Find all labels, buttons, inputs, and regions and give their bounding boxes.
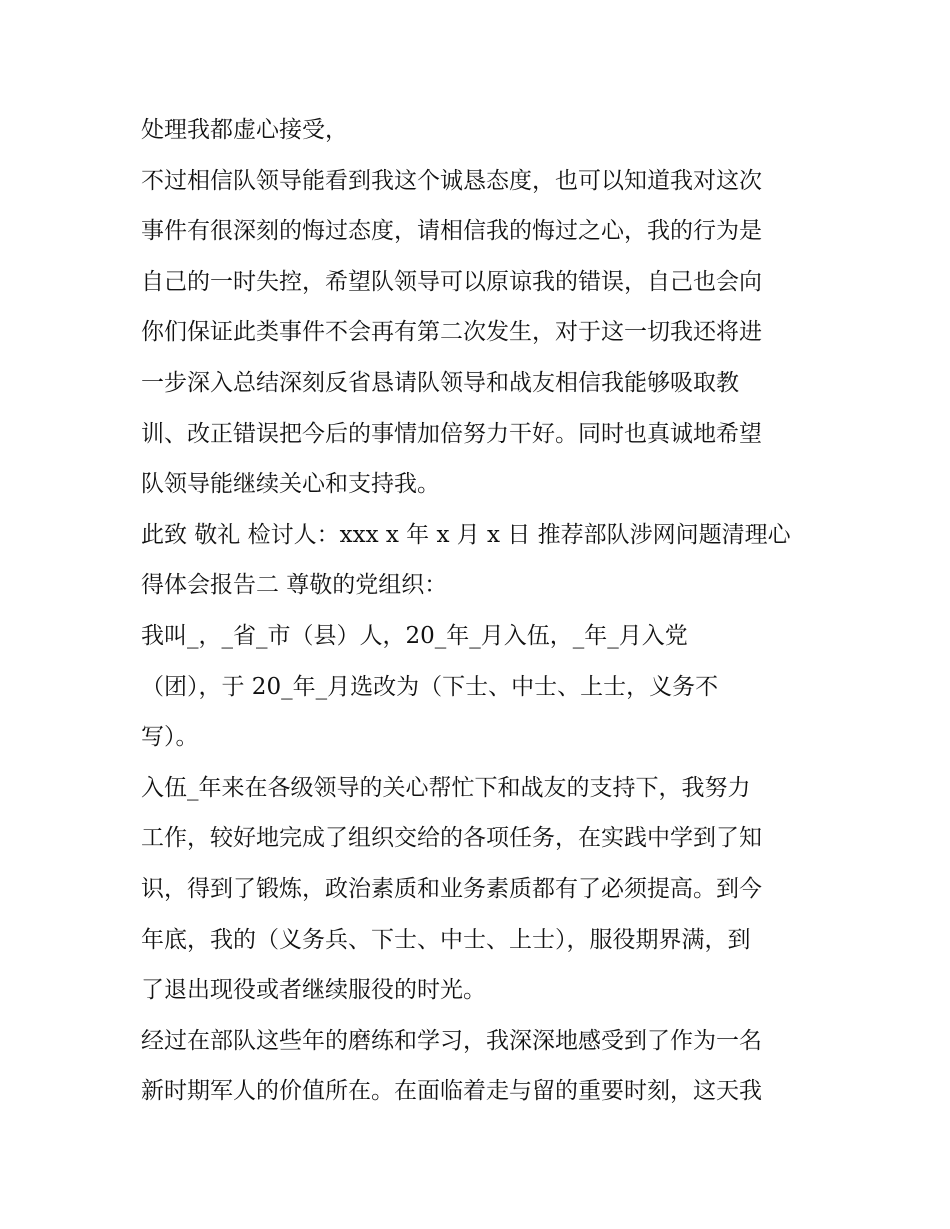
- text-line: 工作，较好地完成了组织交给的各项任务，在实践中学到了知: [141, 825, 762, 852]
- text-line: 不过相信队领导能看到我这个诚恳态度，也可以知道我对这次: [141, 167, 762, 194]
- text-line: 事件有很深刻的悔过态度，请相信我的悔过之心，我的行为是: [141, 218, 762, 245]
- text-line: 训、改正错误把今后的事情加倍努力干好。同时也真诚地希望: [141, 420, 762, 447]
- text-line: 你们保证此类事件不会再有第二次发生，对于这一切我还将进: [141, 319, 762, 346]
- text-line: 处理我都虚心接受，: [141, 117, 348, 143]
- text-line: 一步深入总结深刻反省恳请队领导和战友相信我能够吸取教: [141, 369, 739, 396]
- text-line: 自己的一时失控，希望队领导可以原谅我的错误，自己也会向: [141, 268, 762, 295]
- text-line: 得体会报告二 尊敬的党组织：: [141, 572, 448, 599]
- text-line: 我叫_，_省_市（县）人，20_年_月入伍，_年_月入党: [141, 622, 688, 649]
- text-line: 队领导能继续关心和支持我。: [141, 471, 440, 498]
- text-line: 新时期军人的价值所在。在面临着走与留的重要时刻，这天我: [141, 1078, 762, 1105]
- text-line: 识，得到了锻炼，政治素质和业务素质都有了必须提高。到今: [141, 875, 762, 902]
- text-line: 年底，我的（义务兵、下士、中士、上士），服役期界满，到: [141, 926, 751, 953]
- text-line: 经过在部队这些年的磨练和学习，我深深地感受到了作为一名: [141, 1027, 762, 1054]
- document-body: [141, 105, 821, 1117]
- text-line: （团），于 20_年_月选改为（下士、中士、上士，义务不: [141, 673, 719, 700]
- text-line: 写）。: [141, 724, 199, 751]
- text-line: 入伍_年来在各级领导的关心帮忙下和战友的支持下，我努力: [141, 774, 751, 801]
- text-line: 了退出现役或者继续服役的时光。: [141, 977, 486, 1004]
- text-line: 此致 敬礼 检讨人：xxx x 年 x 月 x 日 推荐部队涉网问题清理心: [141, 521, 791, 548]
